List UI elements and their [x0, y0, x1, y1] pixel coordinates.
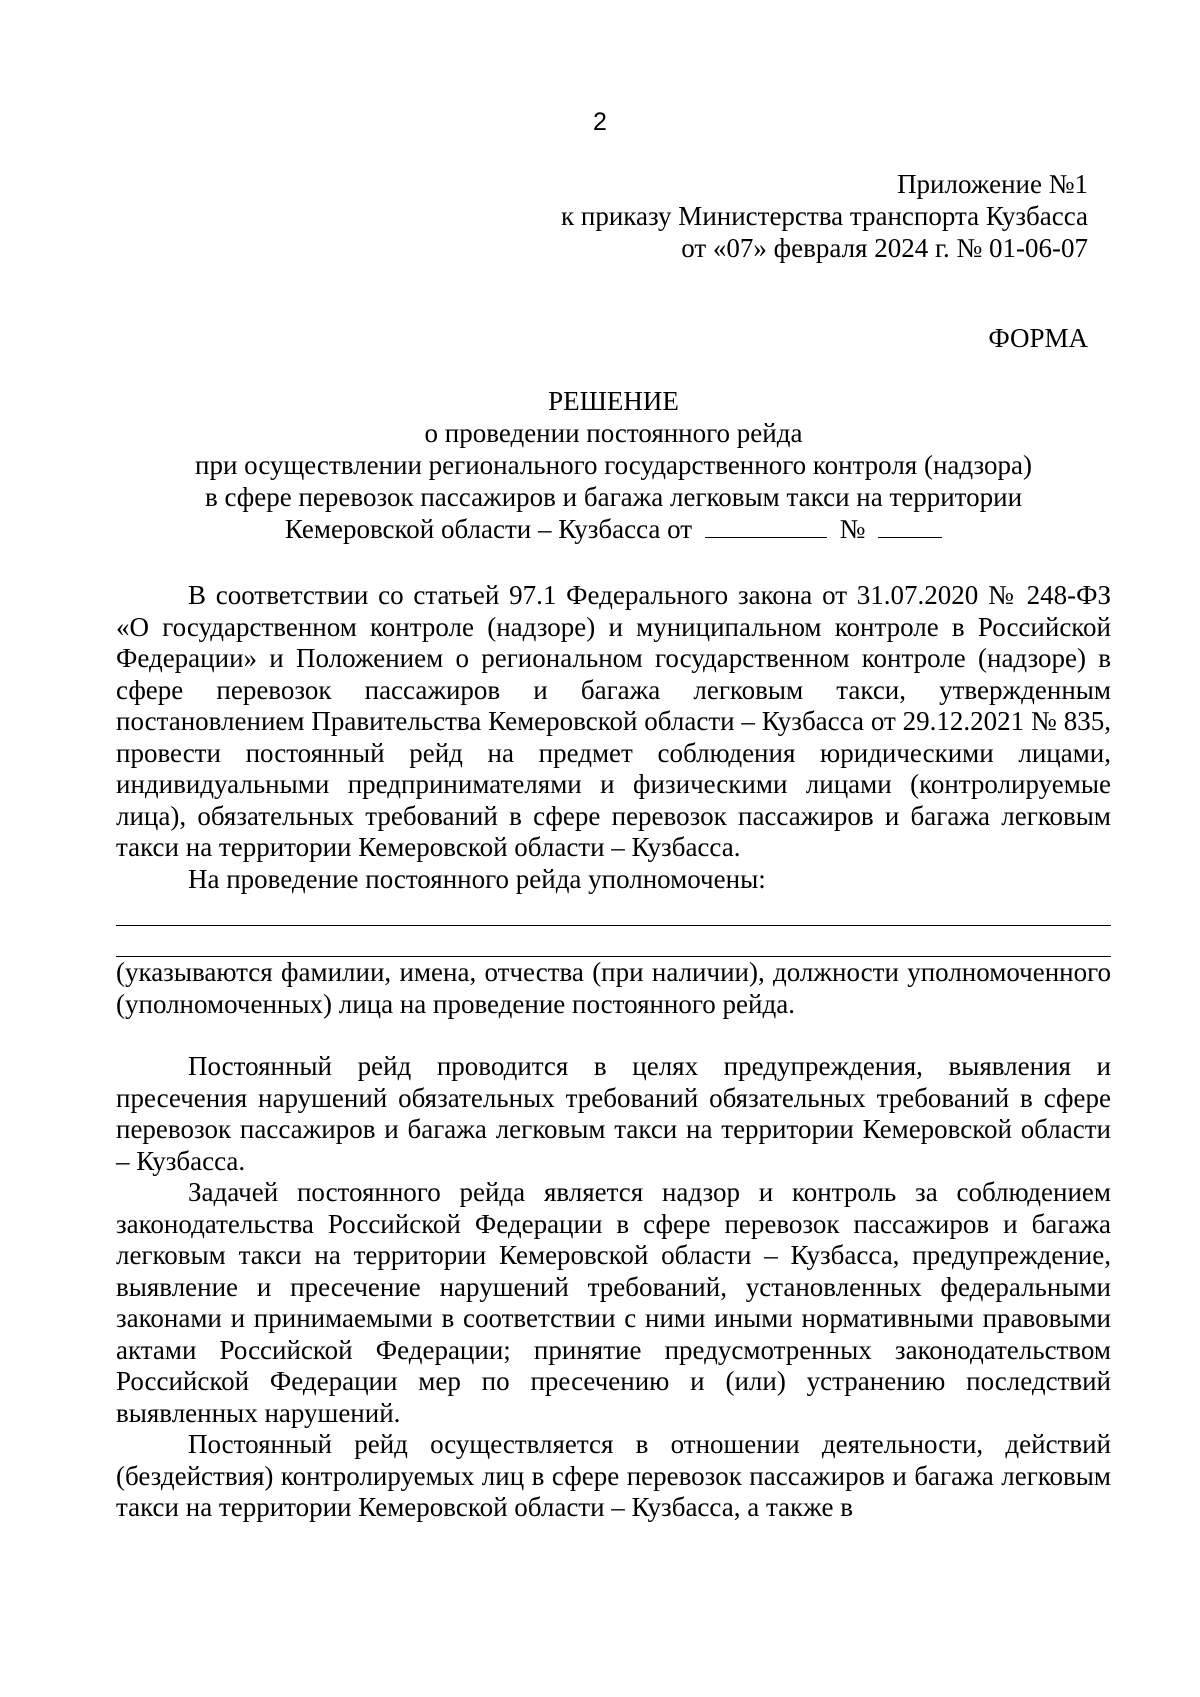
page-number: 2	[593, 108, 607, 136]
document-body	[116, 580, 1111, 1524]
appendix-line-2: к приказу Министерства транспорта Кузбасса	[561, 201, 1088, 231]
title-line-1: о проведении постоянного рейда	[424, 418, 803, 448]
appendix-line-3: от «07» февраля 2024 г. № 01-06-07	[681, 233, 1088, 263]
number-sign: №	[839, 514, 866, 544]
appendix-header	[388, 168, 1088, 264]
paragraph-authorized-note: (указываются фамилии, имена, отчества (при наличии), должности уполномоченного (уполномоченных) лица на проведение постоянного рейда.	[116, 957, 1111, 1019]
blank-line-2	[116, 926, 1111, 957]
paragraph-authorized: На проведение постоянного рейда уполномочены:	[188, 863, 766, 894]
paragraph-legal-basis: В соответствии со статьей 97.1 Федерального закона от 31.07.2020 № 248-ФЗ «О государственном контроле (надзоре) и муниципальном контроле в Российской Федерации» и Положением о региональном государственном контроле (надзоре) в сфере перевозок пассажиров и багажа легковым такси, утвержденным постановлением Правительства Кемеровской области – Кузбасса от 29.12.2021 № 835, провести постоянный рейд на предмет соблюдения юридическими лицами, индивидуальными предпринимателями и физическими лицами (контролируемые лица), обязательных требований в сфере перевозок пассажиров и багажа легковым такси на территории Кемеровской области – Кузбасса.	[116, 580, 1111, 862]
title-line-3: в сфере перевозок пассажиров и багажа легковым такси на территории	[204, 482, 1023, 512]
spacer	[116, 1020, 1111, 1051]
number-blank-field	[878, 513, 942, 538]
title-line-4-prefix: Кемеровской области – Кузбасса от	[284, 514, 693, 544]
date-blank-field	[705, 513, 827, 538]
form-label: ФОРМА	[988, 323, 1088, 353]
document-title	[116, 385, 1111, 545]
title-heading: РЕШЕНИЕ	[548, 386, 679, 416]
paragraph-tasks: Задачей постоянного рейда является надзор и контроль за соблюдением законодательства Российской Федерации в сфере перевозок пассажиров и багажа легковым такси на территории Кемеровской области – Кузбасса, предупреждение, выявление и пресечение нарушений требований, установленных федеральными законами и принимаемыми в соответствии с ними иными нормативными правовыми актами Российской Федерации; принятие предусмотренных законодательством Российской Федерации мер по пресечению и (или) устранению последствий выявленных нарушений.	[116, 1177, 1111, 1428]
title-line-4	[116, 513, 1111, 545]
paragraph-purpose: Постоянный рейд проводится в целях предупреждения, выявления и пресечения нарушений обязательных требований обязательных требований в сфере перевозок пассажиров и багажа легковым такси на территории Кемеровской области – Кузбасса.	[116, 1051, 1111, 1176]
blank-line-1	[116, 895, 1111, 926]
title-line-2: при осуществлении регионального государственного контроля (надзора)	[195, 450, 1032, 480]
paragraph-scope: Постоянный рейд осуществляется в отношении деятельности, действий (бездействия) контролируемых лиц в сфере перевозок пассажиров и багажа легковым такси на территории Кемеровской области – Кузбасса, а также в	[116, 1429, 1111, 1522]
appendix-line-1: Приложение №1	[897, 169, 1088, 199]
